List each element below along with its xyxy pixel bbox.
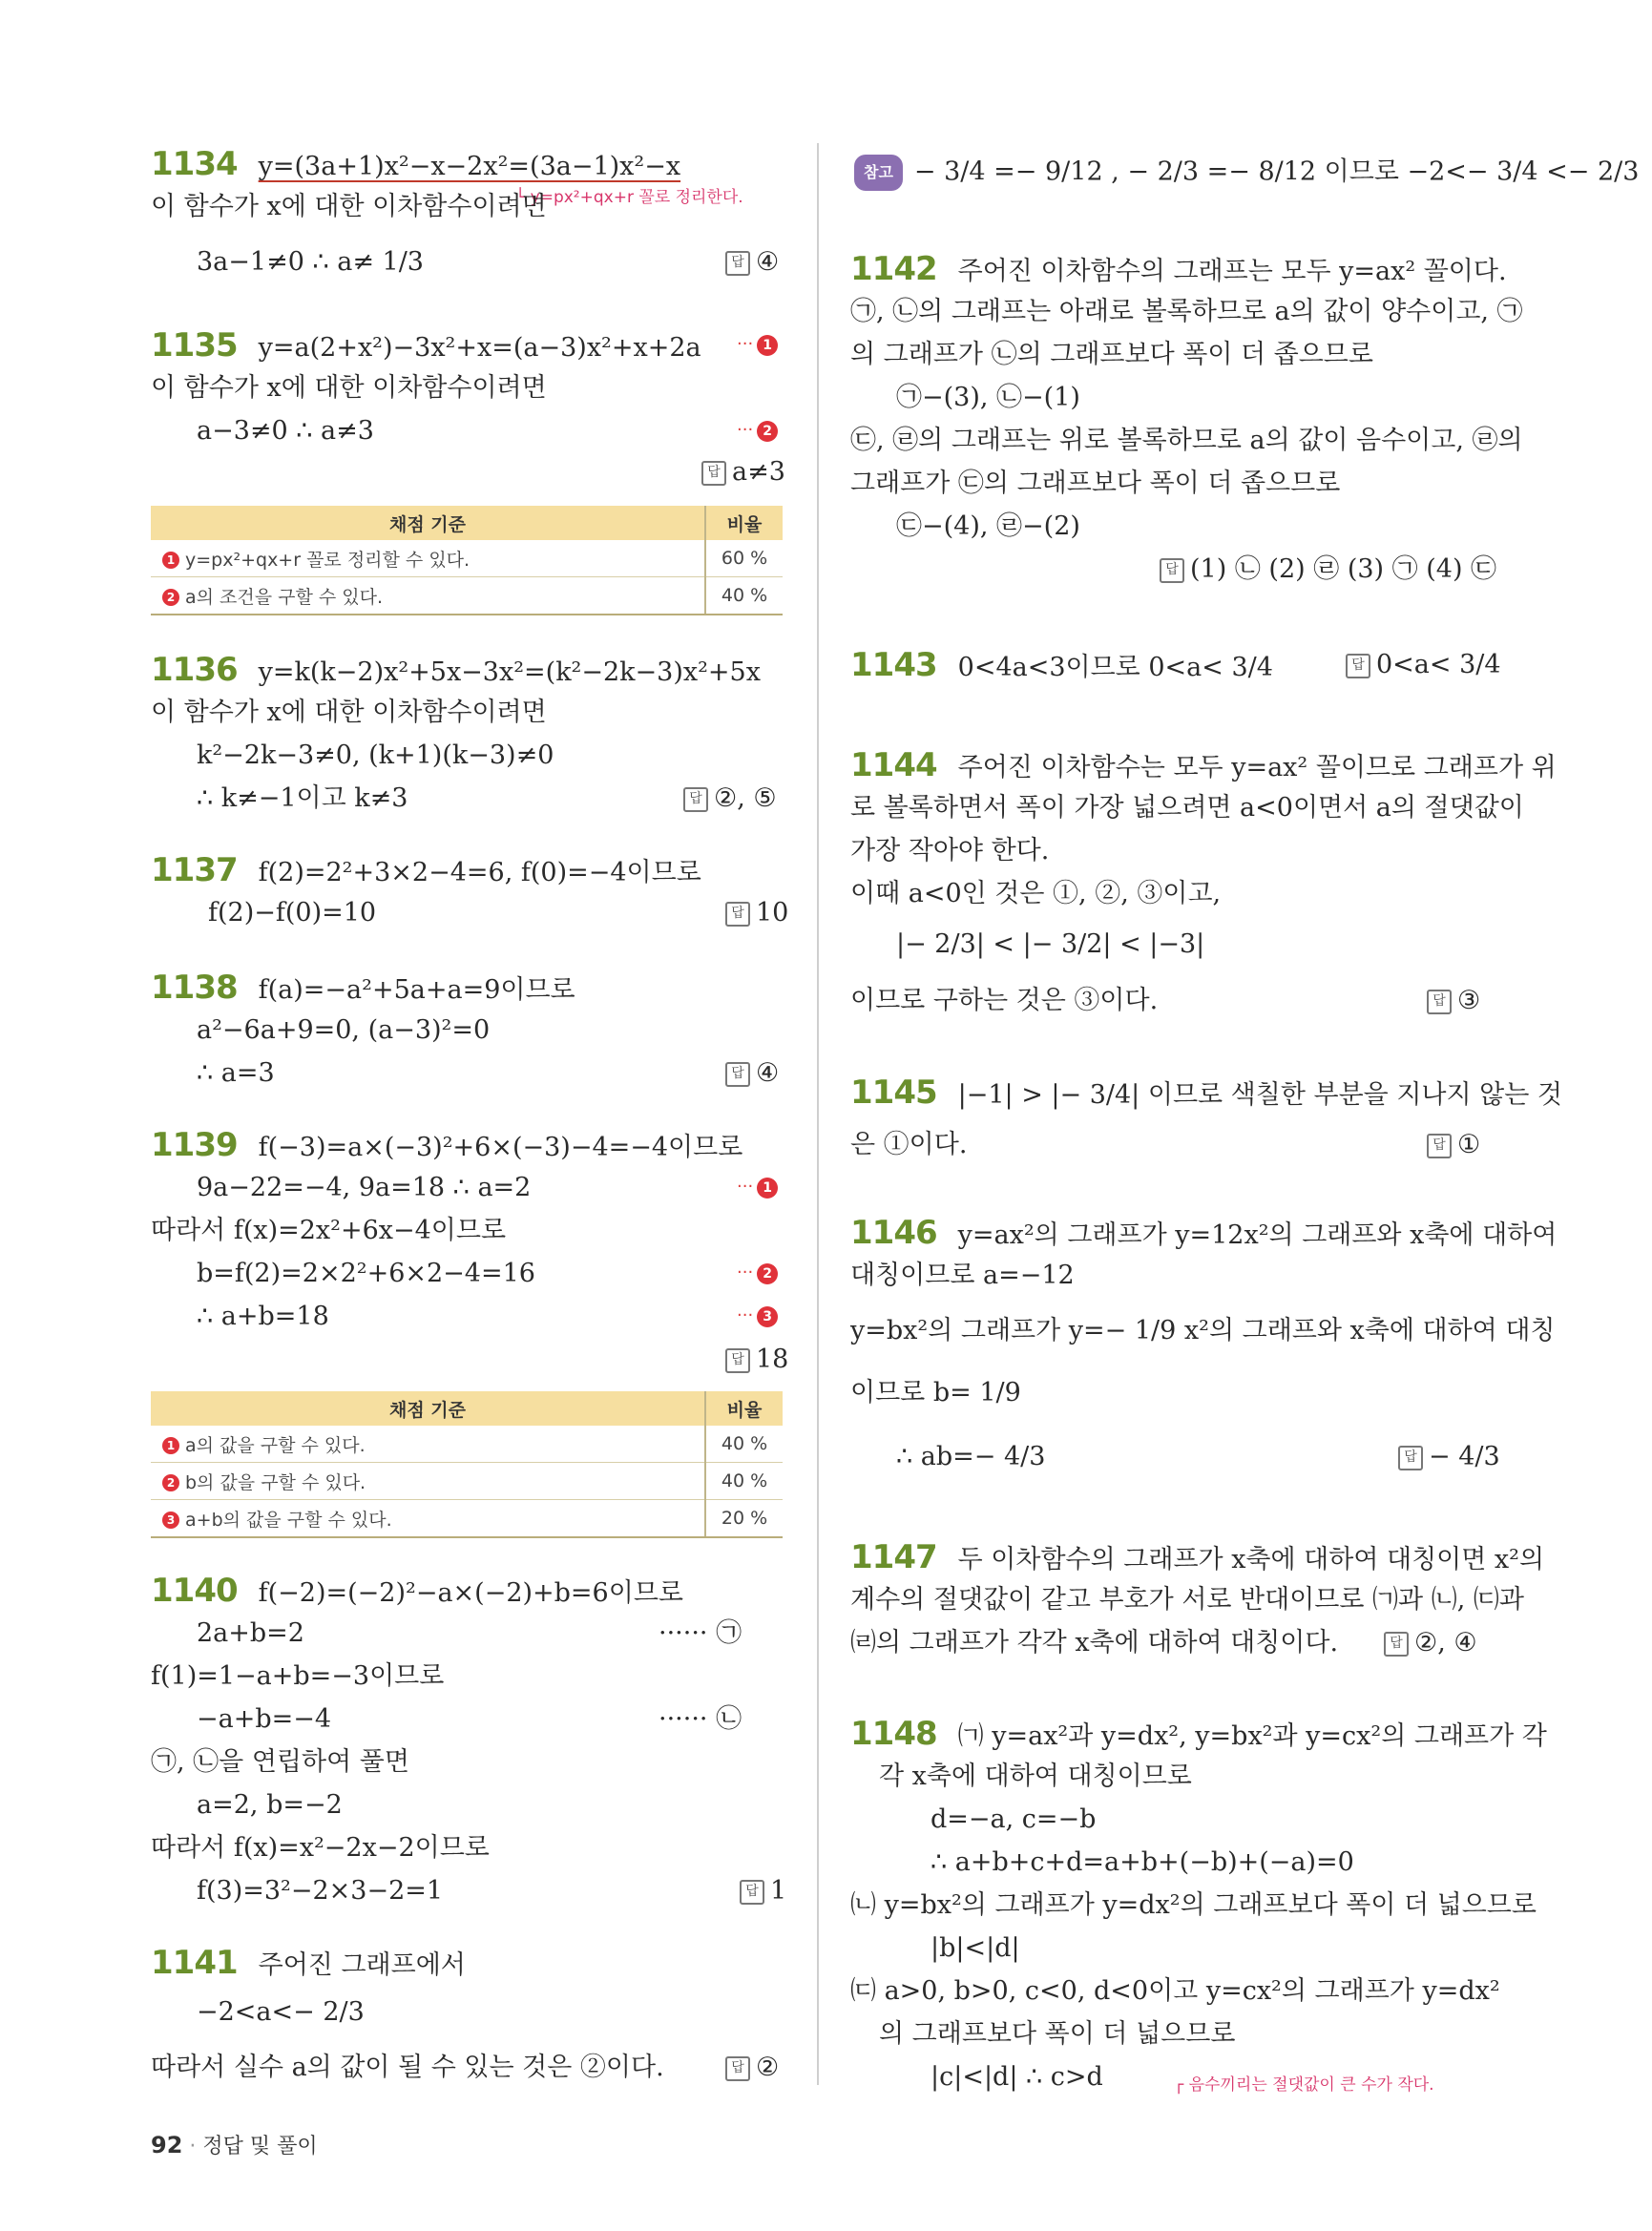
problem-1138-line3: ∴ a=3 <box>197 1058 275 1088</box>
problem-1148-line4: ∴ a+b+c+d=a+b+(−b)+(−a)=0 <box>931 1847 1354 1877</box>
answer-icon: 답 <box>701 461 726 486</box>
column-divider <box>817 143 819 2085</box>
problem-number: 1136 <box>151 651 238 689</box>
equation-tag-2: ······ ㉡ <box>659 1704 742 1734</box>
problem-1140-line5: ㉠, ㉡을 연립하여 풀면 <box>151 1747 409 1777</box>
equation-tag-1: ······ ㉠ <box>659 1618 742 1648</box>
problem-1145-line1: 1145 |−1| > |− 3/4| 이므로 색칠한 부분을 지나지 않는 것 <box>850 1074 1562 1112</box>
problem-1138-line2: a²−6a+9=0, (a−3)²=0 <box>197 1015 491 1045</box>
problem-1142-line6: 그래프가 ㉢의 그래프보다 폭이 더 좁으므로 <box>850 469 1341 498</box>
problem-number: 1134 <box>151 145 238 183</box>
problem-1135-line2: 이 함수가 x에 대한 이차함수이려면 <box>151 373 547 403</box>
scoring-table-1 <box>151 506 783 615</box>
problem-1137-line1: 1137 f(2)=2²+3×2−4=6, f(0)=−4이므로 <box>151 851 701 889</box>
problem-1135-line1: 1135 y=a(2+x²)−3x²+x=(a−3)x²+x+2a <box>151 326 701 365</box>
note-1134: └ y=px²+qx+r 꼴로 정리한다. <box>515 188 743 207</box>
problem-number: 1148 <box>850 1715 937 1753</box>
answer-1138: 답 ④ <box>725 1057 779 1090</box>
problem-1144-line2: 로 볼록하면서 폭이 가장 넓으려면 a<0이면서 a의 절댓값이 <box>850 793 1524 823</box>
problem-number: 1138 <box>151 969 238 1007</box>
problem-1148-line8: 의 그래프보다 폭이 더 넓으므로 <box>879 2019 1236 2049</box>
problem-1142-line7: ㉢−(4), ㉣−(2) <box>896 511 1080 541</box>
answer-1136: 답 ②, ⑤ <box>683 782 777 815</box>
problem-1141-line3: 따라서 실수 a의 값이 될 수 있는 것은 ②이다. <box>151 2053 664 2082</box>
page-number: 92 <box>151 2132 183 2158</box>
problem-1140-line1: 1140 f(−2)=(−2)²−a×(−2)+b=6이므로 <box>151 1572 683 1610</box>
problem-1139-line5: ∴ a+b=18 <box>197 1302 329 1331</box>
problem-number: 1143 <box>850 646 937 684</box>
footer-section: 정답 및 풀이 <box>202 2135 318 2158</box>
problem-1146-line3: y=bx²의 그래프가 y=− 1/9 x²의 그래프와 x축에 대하여 대칭 <box>850 1316 1556 1345</box>
problem-1144-line5: |− 2/3| < |− 3/2| < |−3| <box>896 929 1205 959</box>
answer-1137: 답 10 <box>725 897 788 929</box>
problem-1135-line3: a−3≠0 ∴ a≠3 <box>197 416 374 446</box>
answer-1139: 답 18 <box>725 1344 788 1376</box>
problem-1139-line4: b=f(2)=2×2²+6×2−4=16 <box>197 1259 535 1288</box>
problem-1148-line7: ㈂ a>0, b>0, c<0, d<0이고 y=cx²의 그래프가 y=dx² <box>850 1976 1500 2006</box>
answer-icon: 답 <box>725 1062 750 1087</box>
problem-1140-line2: 2a+b=2 <box>197 1618 304 1648</box>
problem-number: 1140 <box>151 1572 238 1610</box>
problem-1144-line4: 이때 a<0인 것은 ①, ②, ③이고, <box>850 879 1222 908</box>
answer-icon: 답 <box>725 251 750 276</box>
problem-1136-line3: k²−2k−3≠0, (k+1)(k−3)≠0 <box>197 740 554 770</box>
problem-1140-line3: f(1)=1−a+b=−3이므로 <box>151 1661 445 1691</box>
problem-1141-line1: 1141 주어진 그래프에서 <box>151 1944 466 1982</box>
problem-1146-line5: ∴ ab=− 4/3 <box>896 1442 1046 1471</box>
problem-1140-line7: 따라서 f(x)=x²−2x−2이므로 <box>151 1833 490 1863</box>
problem-1144-line6: 이므로 구하는 것은 ③이다. <box>850 986 1159 1015</box>
answer-1145: 답 ① <box>1427 1129 1480 1161</box>
answer-icon: 답 <box>1398 1446 1423 1470</box>
problem-1139-line1: 1139 f(−3)=a×(−3)²+6×(−3)−4=−4이므로 <box>151 1126 743 1164</box>
problem-1134-line3: 3a−1≠0 ∴ a≠ 1/3 <box>197 247 424 277</box>
answer-icon: 답 <box>1384 1632 1409 1657</box>
reference-note: 참고 − 3/4 =− 9/12 , − 2/3 =− 8/12 이므로 −2<− 3/4 <− 2/3 <box>854 155 1639 191</box>
problem-1147-line1: 1147 두 이차함수의 그래프가 x축에 대하여 대칭이면 x²의 <box>850 1538 1545 1576</box>
problem-1148-line3: d=−a, c=−b <box>931 1804 1097 1834</box>
answer-1141: 답 ② <box>725 2052 779 2084</box>
problem-number: 1141 <box>151 1944 238 1982</box>
answer-1144: 답 ③ <box>1427 985 1480 1017</box>
problem-1140-line6: a=2, b=−2 <box>197 1790 343 1820</box>
problem-1134-line2: 이 함수가 x에 대한 이차함수이려면 <box>151 192 547 221</box>
problem-1145-line2: 은 ①이다. <box>850 1130 968 1159</box>
scoring-table-2 <box>151 1391 783 1538</box>
answer-1143: 답 0<a< 3/4 <box>1346 649 1501 681</box>
page-footer: 92 · 정답 및 풀이 <box>151 2132 318 2158</box>
table-header: 채점 기준 <box>151 1391 705 1426</box>
problem-1140-line4: −a+b=−4 <box>197 1704 332 1734</box>
problem-1136-line2: 이 함수가 x에 대한 이차함수이려면 <box>151 698 547 727</box>
problem-1142-line1: 1142 주어진 이차함수의 그래프는 모두 y=ax² 꼴이다. <box>850 250 1507 288</box>
note-1148: ┌ 음수끼리는 절댓값이 큰 수가 작다. <box>1174 2075 1434 2095</box>
problem-1147-line3: ㈃의 그래프가 각각 x축에 대하여 대칭이다. <box>850 1628 1339 1658</box>
problem-number: 1142 <box>850 250 937 288</box>
answer-icon: 답 <box>725 902 750 927</box>
table-row: 1 y=px²+qx+r 꼴로 정리할 수 있다. 60 % <box>151 540 783 577</box>
problem-1141-line2: −2<a<− 2/3 <box>197 1997 365 2027</box>
table-header-ratio: 비율 <box>705 506 783 540</box>
problem-1146-line1: 1146 y=ax²의 그래프가 y=12x²의 그래프와 x축에 대하여 <box>850 1214 1558 1252</box>
problem-number: 1135 <box>151 326 238 365</box>
answer-1146: 답 − 4/3 <box>1398 1441 1500 1473</box>
answer-icon: 답 <box>1346 654 1370 678</box>
table-header-ratio: 비율 <box>705 1391 783 1426</box>
problem-1147-line2: 계수의 절댓값이 같고 부호가 서로 반대이므로 ㈀과 ㈁, ㈂과 <box>850 1585 1524 1615</box>
answer-icon: 답 <box>725 1348 750 1373</box>
answer-1142: 답 (1) ㉡ (2) ㉣ (3) ㉠ (4) ㉢ <box>1160 553 1496 586</box>
answer-1147: 답 ②, ④ <box>1384 1627 1477 1659</box>
problem-number: 1147 <box>850 1538 937 1576</box>
answer-1135: 답 a≠3 <box>701 456 785 489</box>
step-marker-1: ··· 1 <box>737 334 778 356</box>
problem-1140-line8: f(3)=3²−2×3−2=1 <box>197 1876 444 1906</box>
problem-1142-line3: 의 그래프가 ㉡의 그래프보다 폭이 더 좁으므로 <box>850 340 1373 369</box>
table-row: 2 a의 조건을 구할 수 있다. 40 % <box>151 577 783 615</box>
answer-icon: 답 <box>1160 558 1184 583</box>
problem-1134-line1: 1134 y=(3a+1)x²−x−2x²=(3a−1)x²−x <box>151 145 681 183</box>
problem-1148-line1: 1148 ㈀ y=ax²과 y=dx², y=bx²과 y=cx²의 그래프가 각 <box>850 1715 1547 1753</box>
answer-icon: 답 <box>725 2056 750 2081</box>
problem-1148-line9: |c|<|d| ∴ c>d <box>931 2062 1103 2092</box>
table-row: 1 a의 값을 구할 수 있다. 40 % <box>151 1426 783 1463</box>
problem-1139-line2: 9a−22=−4, 9a=18 ∴ a=2 <box>197 1173 532 1202</box>
problem-1142-line4: ㉠−(3), ㉡−(1) <box>896 383 1080 412</box>
table-row: 3 a+b의 값을 구할 수 있다. 20 % <box>151 1500 783 1538</box>
problem-number: 1144 <box>850 746 937 784</box>
problem-1146-line4: 이므로 b= 1/9 <box>850 1378 1021 1407</box>
problem-1144-line1: 1144 주어진 이차함수는 모두 y=ax² 꼴이므로 그래프가 위 <box>850 746 1557 784</box>
answer-1134: 답 ④ <box>725 246 779 279</box>
answer-icon: 답 <box>740 1880 764 1905</box>
problem-1138-line1: 1138 f(a)=−a²+5a+a=9이므로 <box>151 969 575 1007</box>
problem-1143-line1: 1143 0<4a<3이므로 0<a< 3/4 <box>850 646 1273 684</box>
problem-1146-line2: 대칭이므로 a=−12 <box>850 1261 1075 1290</box>
step-marker-1: ··· 1 <box>737 1177 778 1199</box>
problem-1137-line2: f(2)−f(0)=10 <box>208 898 377 928</box>
problem-1142-line2: ㉠, ㉡의 그래프는 아래로 볼록하므로 a의 값이 양수이고, ㉠ <box>850 297 1523 326</box>
problem-number: 1137 <box>151 851 238 889</box>
problem-1136-line4: ∴ k≠−1이고 k≠3 <box>197 783 408 813</box>
table-header: 채점 기준 <box>151 506 705 540</box>
step-marker-2: ··· 2 <box>737 1262 778 1284</box>
problem-number: 1145 <box>850 1074 937 1112</box>
answer-1140: 답 1 <box>740 1875 786 1908</box>
problem-number: 1139 <box>151 1126 238 1164</box>
step-marker-2: ··· 2 <box>737 420 778 442</box>
problem-1148-line2: 각 x축에 대하여 대칭이므로 <box>879 1762 1192 1791</box>
table-row: 2 b의 값을 구할 수 있다. 40 % <box>151 1463 783 1500</box>
problem-1148-line6: |b|<|d| <box>931 1933 1020 1963</box>
problem-1142-line5: ㉢, ㉣의 그래프는 위로 볼록하므로 a의 값이 음수이고, ㉣의 <box>850 426 1523 455</box>
answer-icon: 답 <box>1427 990 1452 1014</box>
problem-number: 1146 <box>850 1214 937 1252</box>
problem-1136-line1: 1136 y=k(k−2)x²+5x−3x²=(k²−2k−3)x²+5x <box>151 651 761 689</box>
problem-1144-line3: 가장 작아야 한다. <box>850 836 1050 865</box>
answer-icon: 답 <box>683 787 708 812</box>
answer-icon: 답 <box>1427 1134 1452 1158</box>
step-marker-3: ··· 3 <box>737 1305 778 1327</box>
reference-chip: 참고 <box>854 155 903 191</box>
problem-1148-line5: ㈁ y=bx²의 그래프가 y=dx²의 그래프보다 폭이 더 넓으므로 <box>850 1890 1537 1920</box>
problem-1139-line3: 따라서 f(x)=2x²+6x−4이므로 <box>151 1216 507 1245</box>
